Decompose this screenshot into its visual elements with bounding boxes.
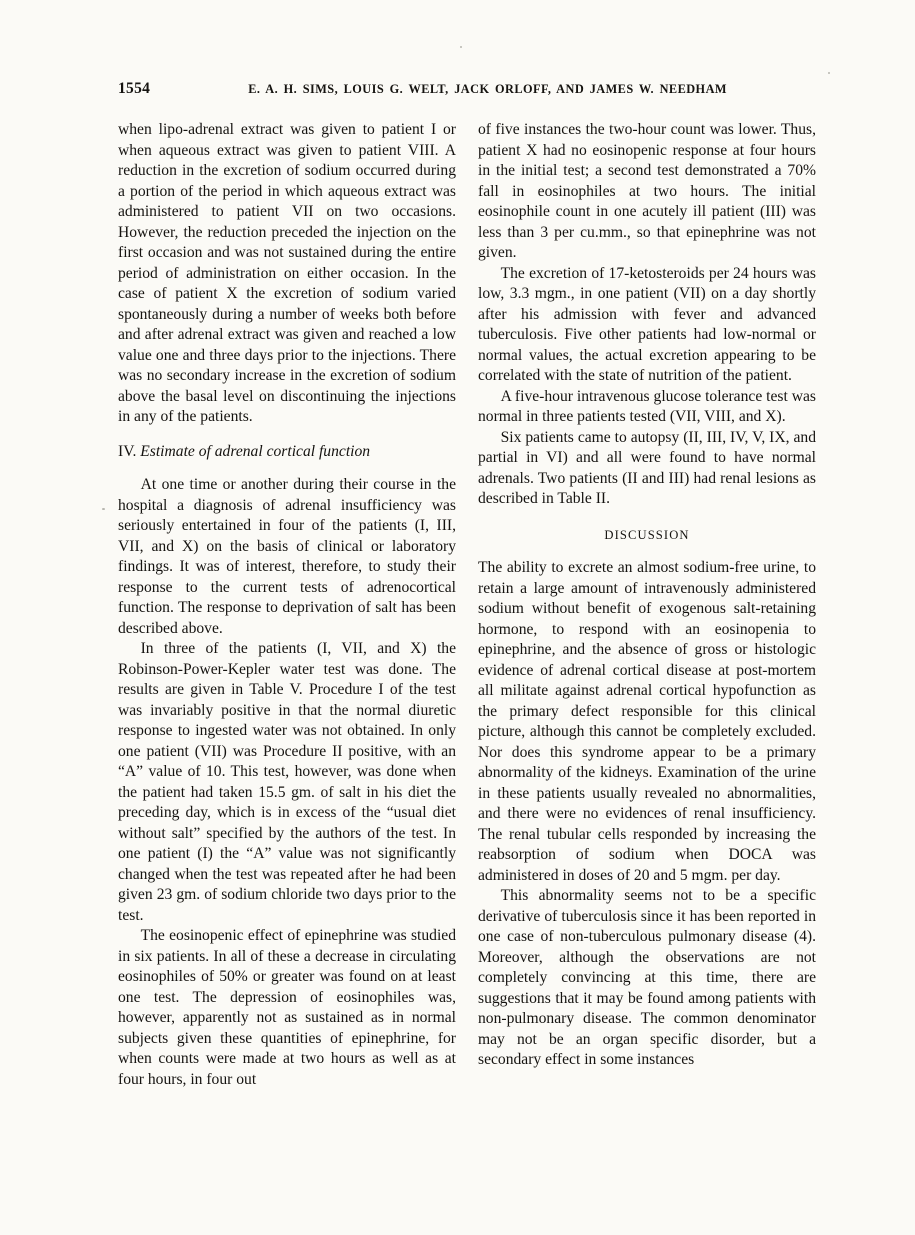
section-title: Estimate of adrenal cortical function xyxy=(140,442,371,460)
page-header xyxy=(118,80,815,98)
paragraph-water-test: In three of the patients (I, VII, and X) the Robinson-Power-Kepler water test was done. The results are given in Table V. Procedure I of the test was invariably positive in that the normal diuretic response to ingested water was not obtained. In only one patient (VII) was Procedure II positive, with an “A” value of 10. This test, however, was done when the patient had taken 15.5 gm. of salt in his diet the preceding day, which is in excess of the “usual diet without salt” specified by the authors of the test. In one patient (I) the “A” value was not significantly changed when the test was repeated after he had been given 23 gm. of sodium chloride two days prior to the test. xyxy=(118,640,456,924)
scan-speck xyxy=(828,72,830,74)
paragraph-autopsy: Six patients came to autopsy (II, III, IV, V, IX, and partial in VI) and all were found to have normal adrenals. Two patients (II and III) had renal lesions as described in Table II. xyxy=(478,428,816,507)
page-number: 1554 xyxy=(118,80,151,97)
paragraph-glucose-tolerance: A five-hour intravenous glucose tolerance test was normal in three patients tested (VII, VIII, and X). xyxy=(478,387,816,425)
paragraph-eosinopenic-effect: The eosinopenic effect of epinephrine was studied in six patients. In all of these a decrease in circulating eosinophiles of 50% or greater was found on at least one test. The depression of eosinophiles was, however, apparently not as sustained as in normal subjects given these quantities of epinephrine, for when counts were made at two hours as well as at four hours, in four out xyxy=(118,927,456,1088)
paragraph-ketosteroids: The excretion of 17-ketosteroids per 24 hours was low, 3.3 mgm., in one patient (VII) on a day shortly after his admission with fever and advanced tuberculosis. Five other patients had low-normal or normal values, the actual excretion appearing to be correlated with the state of nutrition of the patient. xyxy=(478,264,816,384)
scan-speck xyxy=(102,508,105,510)
two-column-body xyxy=(118,120,815,1090)
section-heading-iv xyxy=(118,442,456,463)
paragraph-discussion-abnormality: This abnormality seems not to be a specific derivative of tuberculosis since it has been reported in one case of non-tuberculous pulmonary disease (4). Moreover, although the observations are not completely convincing at this time, there are suggestions that it may be found among patients with non-pulmonary disease. The common denominator may not be an organ specific disorder, but a secondary effect in some instances xyxy=(478,887,816,1068)
right-column xyxy=(478,120,816,1090)
paragraph-adrenal-insufficiency: At one time or another during their course in the hospital a diagnosis of adrenal insufficiency was seriously entertained in four of the patients (I, III, VII, and X) on the basis of clinical or laboratory findings. It was of interest, therefore, to study their response to the current tests of adrenocortical function. The response to deprivation of salt has been described above. xyxy=(118,476,456,637)
paragraph-discussion-ability: The ability to excrete an almost sodium-free urine, to retain a large amount of intravenously administered sodium without benefit of exogenous salt-retaining hormone, to respond with an eosinopenia to epinephrine, and the absence of gross or histologic evidence of adrenal cortical disease at post-mortem all militate against adrenal cortical hypofunction as the primary defect responsible for this clinical picture, although this cannot be completely excluded. Nor does this syndrome appear to be a primary abnormality of the kidneys. Examination of the urine in these patients usually revealed no abnormalities, and there were no evidences of renal insufficiency. The renal tubular cells responded by increasing the reabsorption of sodium when DOCA was administered in doses of 20 and 5 mgm. per day. xyxy=(478,559,816,884)
paragraph-two-hour-count-continuation: of five instances the two-hour count was lower. Thus, patient X had no eosinopenic response at four hours in the initial test; a second test demonstrated a 70% fall in eosinophiles at two hours. The initial eosinophile count in one acutely ill patient (III) was less than 3 per cu.mm., so that epinephrine was not given. xyxy=(478,121,816,261)
paragraph-sodium-excretion-continuation: when lipo-adrenal extract was given to patient I or when aqueous extract was given to patient VIII. A reduction in the excretion of sodium occurred during a portion of the period in which aqueous extract was administered to patient VII on two occasions. However, the reduction preceded the injection on the first occasion and was not sustained during the entire period of administration on either occasion. In the case of patient X the excretion of sodium varied spontaneously during a number of weeks both before and after adrenal extract was given and reached a low value one and three days prior to the injections. There was no secondary increase in the excretion of sodium above the basal level on discontinuing the injections in any of the patients. xyxy=(118,121,456,425)
running-head-authors: E. A. H. SIMS, LOUIS G. WELT, JACK ORLOFF, AND JAMES W. NEEDHAM xyxy=(248,82,727,96)
left-column xyxy=(118,120,456,1090)
section-number: IV. xyxy=(118,442,141,460)
discussion-heading: DISCUSSION xyxy=(604,527,690,542)
scan-speck xyxy=(460,46,462,48)
